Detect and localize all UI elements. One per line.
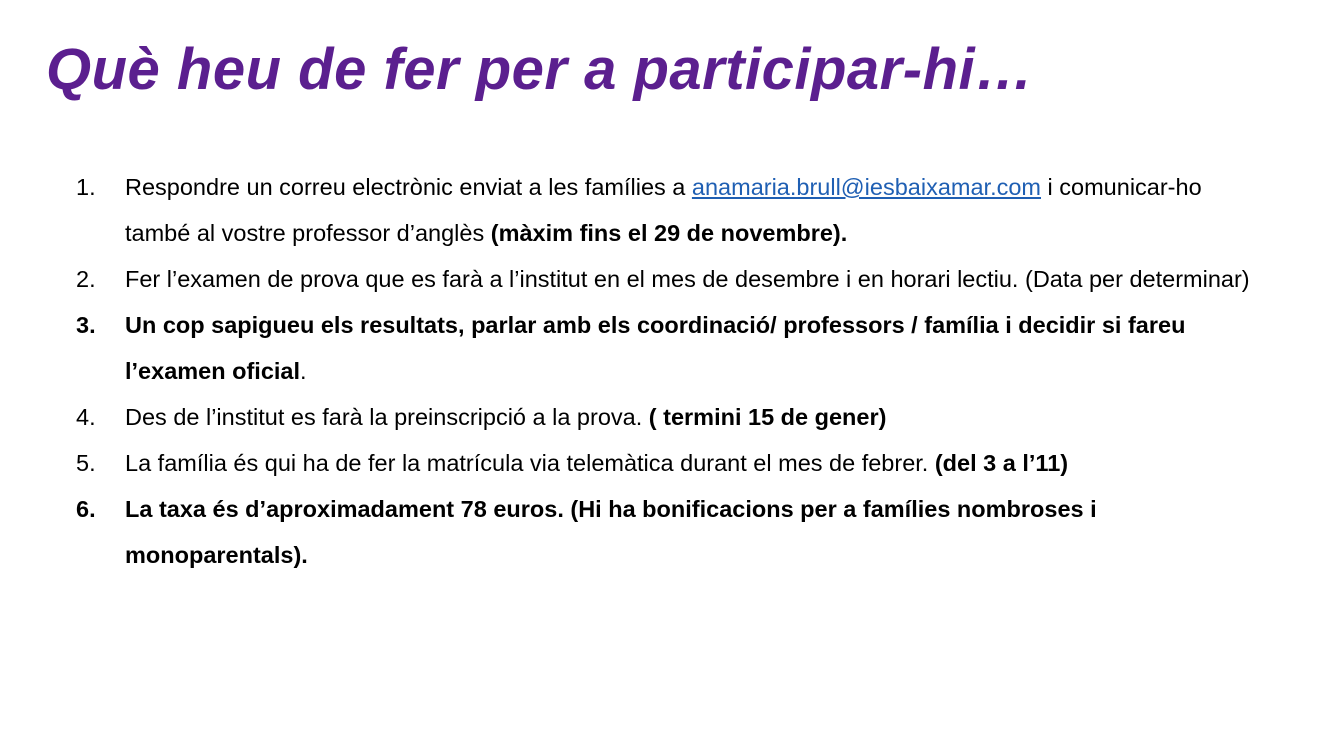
item-text <box>125 302 1266 394</box>
item-main-text: Des de l’institut es farà la preinscripció a la prova. <box>125 404 649 430</box>
item-number: 2. <box>76 266 96 292</box>
item-main-text: La família és qui ha de fer la matrícula via telemàtica durant el mes de febrer. <box>125 450 935 476</box>
list-item <box>76 164 1266 256</box>
item-number: 6. <box>76 496 96 522</box>
item-text: Fer l’examen de prova que es farà a l’institut en el mes de desembre i en horari lectiu. (Data per determinar) <box>125 266 1250 292</box>
list-item <box>76 256 1266 302</box>
list-item <box>76 486 1266 578</box>
item-text <box>125 440 1266 486</box>
item-number: 1. <box>76 174 96 200</box>
item-bold-text: Un cop sapigueu els resultats, parlar amb els coordinació/ professors / família i decidir si fareu l’examen oficial <box>125 312 1186 384</box>
item-text <box>125 164 1266 256</box>
item-number: 5. <box>76 450 96 476</box>
list-item <box>76 302 1266 394</box>
date-range-note: (del 3 a l’11) <box>934 450 1069 476</box>
steps-list <box>76 164 1266 578</box>
deadline-note: (màxim fins el 29 de novembre). <box>490 220 848 246</box>
deadline-note: ( termini 15 de gener) <box>648 404 887 430</box>
item-text: La taxa és d’aproximadament 78 euros. (Hi ha bonificacions per a famílies nombroses i monoparentals). <box>125 496 1097 568</box>
item-number: 3. <box>76 312 96 338</box>
slide-title: Què heu de fer per a participar-hi… <box>46 37 1034 102</box>
email-link[interactable]: anamaria.brull@iesbaixamar.com <box>691 174 1041 200</box>
item-number: 4. <box>76 404 96 430</box>
item-period: . <box>300 358 307 384</box>
item-text-before-link: Respondre un correu electrònic enviat a les famílies a <box>125 174 692 200</box>
item-text-after-link: i comunicar-ho també al vostre professor d’anglès <box>125 174 1202 246</box>
list-item <box>76 394 1266 440</box>
list-item <box>76 440 1266 486</box>
item-text <box>125 394 1266 440</box>
